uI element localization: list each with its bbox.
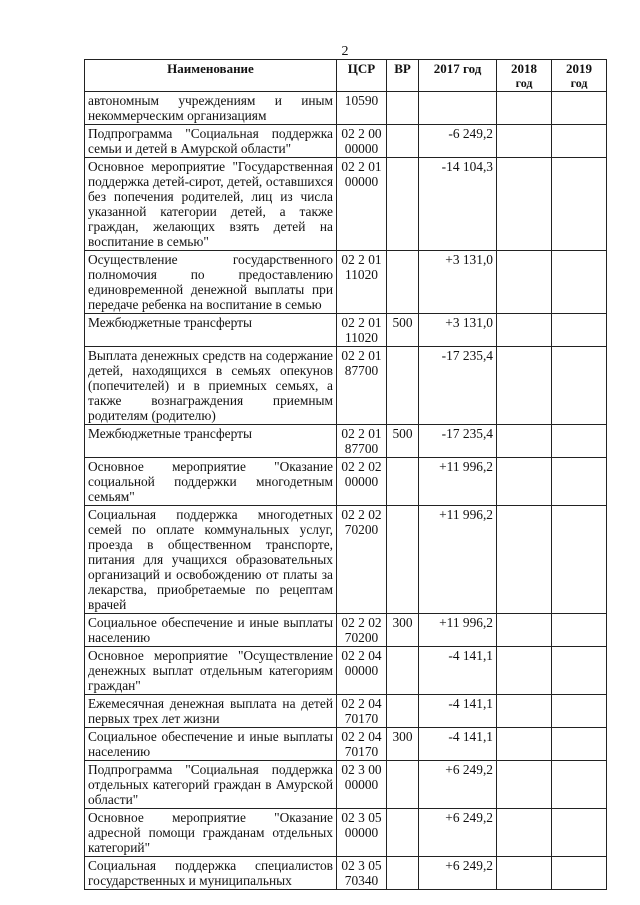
row-vr: [387, 647, 419, 695]
row-name: Основное мероприятие "Осуществление денежных выплат отдельным категориям граждан": [85, 647, 337, 695]
row-csr: 02 3 05 70340: [337, 857, 387, 890]
row-csr: 02 2 04 70170: [337, 728, 387, 761]
row-name: Основное мероприятие "Оказание социальной поддержки многодетным семьям": [85, 458, 337, 506]
row-name: Основное мероприятие "Оказание адресной помощи гражданам отдельных категорий": [85, 809, 337, 857]
row-2019: [552, 506, 607, 614]
row-2019: [552, 614, 607, 647]
table-row: [85, 251, 607, 314]
row-vr: [387, 251, 419, 314]
row-csr: 02 2 01 11020: [337, 251, 387, 314]
page-number: 2: [341, 44, 349, 59]
header-csr: ЦСР: [337, 60, 387, 92]
header-2019-unit: год: [570, 76, 588, 90]
row-csr: 10590: [337, 92, 387, 125]
row-csr: 02 2 01 00000: [337, 158, 387, 251]
header-vr: ВР: [387, 60, 419, 92]
row-2018: [497, 347, 552, 425]
row-2018: [497, 728, 552, 761]
table-row: [85, 92, 607, 125]
row-2017: +6 249,2: [419, 761, 497, 809]
row-vr: [387, 158, 419, 251]
header-2019: [552, 60, 607, 92]
row-2018: [497, 695, 552, 728]
row-2019: [552, 761, 607, 809]
row-name: автономным учреждениям и иным некоммерческим организациям: [85, 92, 337, 125]
row-2017: +3 131,0: [419, 251, 497, 314]
row-2019: [552, 695, 607, 728]
row-2019: [552, 809, 607, 857]
table-row: [85, 314, 607, 347]
row-2018: [497, 125, 552, 158]
row-csr: 02 2 04 70170: [337, 695, 387, 728]
row-vr: 300: [387, 728, 419, 761]
header-2017: 2017 год: [419, 60, 497, 92]
table-row: [85, 857, 607, 890]
row-name: Социальная поддержка многодетных семей по оплате коммунальных услуг, проезда в общественном транспорте, питания для учащихся образовательных организаций и освобождению от платы за лекарства, приобретаемые по рецептам врачей: [85, 506, 337, 614]
row-2019: [552, 251, 607, 314]
row-2019: [552, 158, 607, 251]
row-2017: +11 996,2: [419, 458, 497, 506]
row-2018: [497, 761, 552, 809]
row-2018: [497, 458, 552, 506]
row-2018: [497, 251, 552, 314]
row-2019: [552, 347, 607, 425]
row-name: Подпрограмма "Социальная поддержка семьи и детей в Амурской области": [85, 125, 337, 158]
row-2019: [552, 125, 607, 158]
row-2018: [497, 647, 552, 695]
row-name: Социальное обеспечение и иные выплаты населению: [85, 728, 337, 761]
row-vr: [387, 347, 419, 425]
table-row: [85, 647, 607, 695]
row-2017: -4 141,1: [419, 728, 497, 761]
row-name: Межбюджетные трансферты: [85, 425, 337, 458]
header-name: Наименование: [85, 60, 337, 92]
row-2017: -6 249,2: [419, 125, 497, 158]
row-csr: 02 3 05 00000: [337, 809, 387, 857]
row-2018: [497, 614, 552, 647]
row-csr: 02 2 02 00000: [337, 458, 387, 506]
table-row: [85, 458, 607, 506]
row-vr: [387, 125, 419, 158]
table-row: [85, 614, 607, 647]
row-vr: 500: [387, 425, 419, 458]
row-2017: +11 996,2: [419, 506, 497, 614]
row-csr: 02 2 02 70200: [337, 614, 387, 647]
row-name: Социальное обеспечение и иные выплаты населению: [85, 614, 337, 647]
row-vr: [387, 506, 419, 614]
row-name: Осуществление государственного полномочия по предоставлению единовременной денежной выплаты при передаче ребенка на воспитание в семью: [85, 251, 337, 314]
row-2017: -17 235,4: [419, 425, 497, 458]
table-row: [85, 125, 607, 158]
header-2019-year: 2019: [566, 61, 592, 76]
row-2017: +6 249,2: [419, 857, 497, 890]
row-2017: [419, 92, 497, 125]
row-vr: 300: [387, 614, 419, 647]
row-2017: +3 131,0: [419, 314, 497, 347]
row-vr: [387, 92, 419, 125]
row-2019: [552, 458, 607, 506]
row-name: Межбюджетные трансферты: [85, 314, 337, 347]
row-vr: [387, 458, 419, 506]
table-row: [85, 809, 607, 857]
row-2019: [552, 92, 607, 125]
row-2017: -14 104,3: [419, 158, 497, 251]
row-csr: 02 3 00 00000: [337, 761, 387, 809]
row-vr: [387, 809, 419, 857]
row-csr: 02 2 02 70200: [337, 506, 387, 614]
row-2018: [497, 92, 552, 125]
table-row: [85, 761, 607, 809]
row-csr: 02 2 00 00000: [337, 125, 387, 158]
row-name: Ежемесячная денежная выплата на детей первых трех лет жизни: [85, 695, 337, 728]
row-vr: [387, 761, 419, 809]
header-2018: [497, 60, 552, 92]
row-2019: [552, 647, 607, 695]
row-2018: [497, 857, 552, 890]
table-row: [85, 158, 607, 251]
budget-table: [84, 59, 607, 890]
row-2018: [497, 314, 552, 347]
row-2018: [497, 809, 552, 857]
table-row: [85, 425, 607, 458]
row-csr: 02 2 01 11020: [337, 314, 387, 347]
row-name: Основное мероприятие "Государственная поддержка детей-сирот, детей, оставшихся без попечения родителей, лиц из числа указанной категории детей, а также граждан, желающих взять детей на воспитание в семью": [85, 158, 337, 251]
table-header-row: [85, 60, 607, 92]
row-name: Социальная поддержка специалистов государственных и муниципальных: [85, 857, 337, 890]
row-2019: [552, 728, 607, 761]
row-name: Подпрограмма "Социальная поддержка отдельных категорий граждан в Амурской области": [85, 761, 337, 809]
header-2018-unit: год: [515, 76, 533, 90]
row-csr: 02 2 04 00000: [337, 647, 387, 695]
row-csr: 02 2 01 87700: [337, 425, 387, 458]
row-2019: [552, 314, 607, 347]
row-2018: [497, 158, 552, 251]
table-row: [85, 695, 607, 728]
row-2017: +11 996,2: [419, 614, 497, 647]
row-2017: -4 141,1: [419, 647, 497, 695]
row-2018: [497, 506, 552, 614]
row-vr: [387, 857, 419, 890]
row-name: Выплата денежных средств на содержание детей, находящихся в семьях опекунов (попечителей) и в приемных семьях, а также вознаграждения приемным родителям (родителю): [85, 347, 337, 425]
header-2018-year: 2018: [511, 61, 537, 76]
row-2019: [552, 425, 607, 458]
row-2017: -4 141,1: [419, 695, 497, 728]
row-2017: +6 249,2: [419, 809, 497, 857]
row-2017: -17 235,4: [419, 347, 497, 425]
row-vr: [387, 695, 419, 728]
row-vr: 500: [387, 314, 419, 347]
table-row: [85, 347, 607, 425]
row-2018: [497, 425, 552, 458]
row-csr: 02 2 01 87700: [337, 347, 387, 425]
table-row: [85, 506, 607, 614]
table-row: [85, 728, 607, 761]
row-2019: [552, 857, 607, 890]
